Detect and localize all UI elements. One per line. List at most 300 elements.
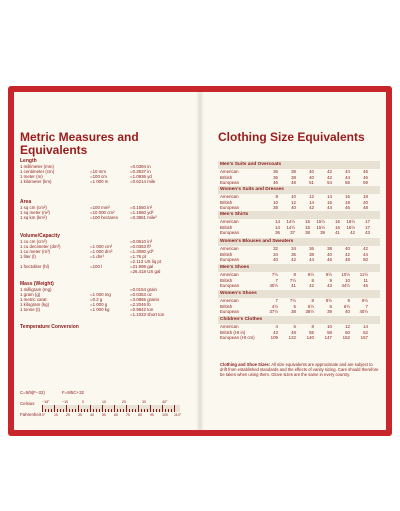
metric-cell: =0.9842 ton <box>130 307 154 312</box>
size-row <box>218 246 380 251</box>
metric-cell: =1.3080 yd³ <box>130 249 154 254</box>
clothing-title: Clothing Size Equivalents <box>218 130 365 144</box>
size-value: 48 <box>345 257 350 262</box>
size-value: 152 <box>342 335 350 340</box>
size-value: 38 <box>327 246 332 251</box>
metric-cell: =2.113 US liq pt <box>130 259 162 264</box>
size-value: 44 <box>345 174 350 180</box>
size-value: 40 <box>291 205 296 210</box>
size-value: 43 <box>327 283 332 288</box>
ruler-tick <box>144 409 145 412</box>
size-value: 140 <box>306 335 314 340</box>
size-row <box>218 278 380 283</box>
metric-cell: =1.76 pt <box>130 254 146 259</box>
metric-cell: =0.0610 in³ <box>130 239 153 244</box>
size-row <box>218 304 380 309</box>
metric-title-line2: Equivalents <box>20 143 88 157</box>
sizes-note-heading: Clothing and Shoe Sizes: <box>220 362 271 367</box>
size-row-label: British (Ht in) <box>220 329 246 335</box>
size-value: 42 <box>363 246 368 251</box>
metric-cell: =3.0865 grains <box>130 297 160 302</box>
ruler-tick <box>174 405 175 412</box>
size-value: 147 <box>324 335 332 340</box>
size-row-label: British <box>220 251 233 257</box>
size-row-label: British <box>220 303 233 309</box>
size-value: 7 <box>275 298 278 303</box>
size-value: 40 <box>309 169 314 174</box>
size-value: 40 <box>327 251 332 257</box>
ruler-tick <box>84 409 85 412</box>
size-row <box>218 180 380 185</box>
size-value: 39 <box>320 230 325 235</box>
size-value: 8 <box>311 298 314 303</box>
size-value: 18 <box>363 194 368 199</box>
ruler-tick <box>129 409 130 412</box>
metric-cell: 1 hectoliter (hl) <box>20 264 50 269</box>
ruler-tick <box>57 409 58 412</box>
size-value: 38 <box>305 230 310 235</box>
size-row-label: American <box>220 246 239 251</box>
size-value: 12 <box>291 199 296 205</box>
size-value: 5½ <box>307 303 314 309</box>
celsius-tick-label: −18° <box>42 400 50 404</box>
metric-cell: =1 000 cm³ <box>90 244 113 249</box>
size-value: 14 <box>327 194 332 199</box>
size-value: 43 <box>273 329 278 335</box>
size-value: 36 <box>275 230 280 235</box>
size-value: 60 <box>345 329 350 335</box>
size-value: 40½ <box>269 283 278 288</box>
ruler-tick <box>72 409 73 412</box>
size-value: 11½ <box>359 272 368 277</box>
size-row <box>218 230 380 235</box>
size-row <box>218 309 380 314</box>
size-value: 8 <box>275 194 278 199</box>
size-row <box>218 175 380 180</box>
metric-cell: 1 cu meter (m³) <box>20 249 51 254</box>
size-value: 14 <box>309 199 314 205</box>
size-value: 38½ <box>305 309 314 314</box>
ruler-tick <box>141 409 142 412</box>
metric-section-heading: Mass (Weight) <box>20 281 54 287</box>
ruler-tick <box>99 409 100 412</box>
size-value: 109 <box>270 335 278 340</box>
size-value: 36 <box>291 251 296 257</box>
size-row-label: European <box>220 257 240 262</box>
size-value: 4 <box>275 324 278 329</box>
metric-cell: 1 gram (g) <box>20 292 41 297</box>
size-value: 40 <box>345 309 350 314</box>
size-value: 42 <box>327 169 332 174</box>
metric-cell: 1 sq meter (m²) <box>20 210 51 215</box>
size-value: 14 <box>275 224 280 230</box>
size-row <box>218 205 380 210</box>
size-value: 12 <box>345 324 350 329</box>
size-value: 38 <box>291 174 296 180</box>
ruler-tick <box>48 409 49 412</box>
size-value: 7 <box>275 277 278 283</box>
size-value: 10 <box>345 277 350 283</box>
size-value: 36 <box>273 169 278 174</box>
ruler-tick <box>105 409 106 412</box>
size-value: 14½ <box>286 224 295 230</box>
size-value: 38 <box>309 251 314 257</box>
metric-cell: 1 kilometer (km) <box>20 179 52 184</box>
size-value: 44 <box>345 169 350 174</box>
size-value: 46 <box>363 174 368 180</box>
size-value: 7½ <box>289 277 296 283</box>
size-value: 58 <box>327 329 332 335</box>
ruler-tick <box>81 409 82 412</box>
size-value: 46 <box>327 257 332 262</box>
size-value: 37 <box>290 230 295 235</box>
size-value: 15 <box>305 224 310 230</box>
ruler-tick <box>93 409 94 412</box>
size-group-heading: Men's Shoes <box>220 265 250 270</box>
size-row-label: American <box>220 298 239 303</box>
metric-cell: =1 000 m <box>90 179 109 184</box>
metric-cell: 1 sq km (km²) <box>20 215 47 220</box>
ruler-tick <box>153 409 154 412</box>
size-value: 43 <box>365 230 370 235</box>
size-row <box>218 298 380 303</box>
fahrenheit-tick-label: 100 <box>162 413 168 417</box>
ruler-tick <box>69 409 70 412</box>
size-row-label: European (Ht cm) <box>220 335 255 340</box>
celsius-tick-label: 30 <box>142 400 146 404</box>
metric-cell: =10 mm <box>90 169 106 174</box>
size-row <box>218 200 380 205</box>
size-row <box>218 272 380 277</box>
size-value: 10 <box>327 324 332 329</box>
ruler-tick <box>96 409 97 412</box>
fahrenheit-tick-label: 20 <box>66 413 70 417</box>
size-value: 16 <box>335 224 340 230</box>
size-value: 14 <box>275 219 280 224</box>
metric-cell: =10 000 cm² <box>90 210 115 215</box>
fahrenheit-tick-label: 40 <box>90 413 94 417</box>
size-value: 46 <box>273 180 278 185</box>
fahrenheit-tick-label: 60 <box>114 413 118 417</box>
size-value: 62 <box>363 329 368 335</box>
size-value: 46 <box>345 205 350 210</box>
metric-cell: 1 tonne (t) <box>20 307 41 312</box>
size-value: 8 <box>311 324 314 329</box>
metric-cell: 1 milligram (mg) <box>20 287 52 292</box>
metric-section-heading: Volume/Capacity <box>20 233 60 239</box>
size-value: 44 <box>363 251 368 257</box>
metric-cell: =0.2 g <box>90 297 103 302</box>
metric-cell: =1.1023 short ton <box>130 312 165 317</box>
metric-section-heading: Length <box>20 158 37 164</box>
size-value: 41 <box>335 230 340 235</box>
size-row <box>218 169 380 174</box>
size-row-label: European <box>220 230 240 235</box>
ruler-tick <box>78 405 79 412</box>
size-value: 11 <box>363 277 368 283</box>
fahrenheit-tick-label: 90 <box>150 413 154 417</box>
ruler-tick <box>126 405 127 412</box>
size-value: 16½ <box>346 224 355 230</box>
fahrenheit-tick-label: 70 <box>126 413 130 417</box>
size-value: 8 <box>293 272 296 277</box>
celsius-tick-label: 10 <box>102 400 106 404</box>
size-value: 44 <box>327 205 332 210</box>
sizes-note <box>220 362 380 377</box>
size-row <box>218 335 380 340</box>
size-value: 40 <box>309 174 314 180</box>
metric-cell: =100 hectares <box>90 215 118 220</box>
metric-cell: =21.998 gal <box>130 264 154 269</box>
ruler-tick <box>150 405 151 412</box>
metric-cell: =0.1550 in² <box>130 205 153 210</box>
size-value: 39 <box>327 309 332 314</box>
size-value: 42 <box>327 174 332 180</box>
sizes-note-text: All size equivalents are approximate and are subject to drift from established standards and the effects of vanity sizing. Care should therefore be taken when using them. Glove sizes are the same in every country. <box>220 362 379 377</box>
size-value: 15½ <box>316 224 325 230</box>
celsius-formula: C=5/9(F−32) <box>20 390 45 395</box>
metric-cell: =0.3861 mile² <box>130 215 157 220</box>
celsius-tick-label: 40° <box>162 400 168 404</box>
size-value: 5 <box>293 303 296 309</box>
fahrenheit-tick-label: 110° <box>174 413 182 417</box>
size-value: 16 <box>345 194 350 199</box>
size-value: 10½ <box>341 272 350 277</box>
ruler-tick <box>66 405 67 412</box>
ruler-tick <box>111 409 112 412</box>
ruler-tick <box>123 409 124 412</box>
metric-cell: 1 millimeter (mm) <box>20 164 54 169</box>
ruler-tick <box>117 409 118 412</box>
size-value: 7 <box>365 303 368 309</box>
metric-cell: =0.0353 ft³ <box>130 244 152 249</box>
ruler-tick <box>90 405 91 412</box>
size-value: 8 <box>311 277 314 283</box>
size-row-label: American <box>220 194 239 199</box>
size-group-heading: Women's Blouses and Sweaters <box>220 239 294 244</box>
ruler-tick <box>102 405 103 412</box>
size-row-label: British <box>220 199 233 205</box>
ruler-tick <box>54 405 55 412</box>
size-value: 10 <box>291 194 296 199</box>
ruler-tick <box>159 409 160 412</box>
metric-cell: =100 l <box>90 264 103 269</box>
metric-cell: =0.0154 grain <box>130 287 157 292</box>
size-row-label: European <box>220 283 240 288</box>
fahrenheit-tick-label: 0° <box>42 413 46 417</box>
size-value: 157 <box>360 335 368 340</box>
ruler-tick <box>87 409 88 412</box>
metric-cell: =2.2046 lb <box>130 302 151 307</box>
metric-cell: =1.1960 yd² <box>130 210 154 215</box>
metric-cell: =0.6214 mile <box>130 179 156 184</box>
metric-title-line1: Metric Measures and <box>20 130 139 144</box>
ruler-tick <box>138 405 139 412</box>
size-row <box>218 283 380 288</box>
size-value: 34 <box>291 246 296 251</box>
celsius-label: Celsius <box>20 401 35 406</box>
ruler-tick <box>171 409 172 412</box>
size-value: 42 <box>309 205 314 210</box>
ruler-tick <box>156 409 157 412</box>
size-value: 6½ <box>343 303 350 309</box>
metric-cell: =100 mm² <box>90 205 110 210</box>
ruler-tick <box>168 409 169 412</box>
size-value: 38 <box>291 309 296 314</box>
ruler-tick <box>135 409 136 412</box>
metric-cell: 1 metric carat <box>20 297 47 302</box>
size-group-heading: Men's Shirts <box>220 212 249 217</box>
size-value: 40 <box>345 246 350 251</box>
size-value: 46 <box>363 169 368 174</box>
size-group-heading: Children's Clothes <box>220 317 263 322</box>
metric-cell: =0.3937 in <box>130 169 151 174</box>
size-value: 4½ <box>271 303 278 309</box>
metric-section-heading: Area <box>20 199 32 205</box>
size-value: 42 <box>309 283 314 288</box>
size-value: 18 <box>345 199 350 205</box>
size-value: 9½ <box>325 272 332 277</box>
size-value: 9½ <box>361 298 368 303</box>
size-row-label: European <box>220 180 240 185</box>
metric-cell: 1 kilogram (kg) <box>20 302 50 307</box>
size-value: 44½ <box>341 283 350 288</box>
metric-cell: =1 000 kg <box>90 307 110 312</box>
ruler-tick <box>60 409 61 412</box>
size-row-label: British <box>220 224 233 230</box>
fahrenheit-tick-label: 30 <box>78 413 82 417</box>
metric-cell: =0.0353 oz <box>130 292 152 297</box>
metric-cell: 1 cu cm (cm³) <box>20 239 47 244</box>
size-value: 20 <box>363 199 368 205</box>
size-row <box>218 252 380 257</box>
size-value: 54 <box>327 180 332 185</box>
size-value: 7½ <box>289 298 296 303</box>
metric-cell: =1.0936 yd <box>130 174 152 179</box>
size-row-label: European <box>220 205 240 210</box>
metric-cell: 1 cu decimeter (dm³) <box>20 244 61 249</box>
size-value: 48 <box>291 180 296 185</box>
ruler-tick <box>108 409 109 412</box>
ruler-tick <box>45 409 46 412</box>
metric-cell: =1 000 g <box>90 302 108 307</box>
size-value: 9 <box>329 277 332 283</box>
size-row <box>218 194 380 199</box>
metric-cell: 1 centimeter (cm) <box>20 169 55 174</box>
size-value: 16 <box>327 199 332 205</box>
size-group-heading: Men's Suits and Overcoats <box>220 162 282 167</box>
size-value: 38 <box>291 169 296 174</box>
celsius-tick-label: 20 <box>122 400 126 404</box>
size-row <box>218 257 380 262</box>
size-value: 42 <box>350 230 355 235</box>
size-row <box>218 225 380 230</box>
size-row <box>218 219 380 224</box>
size-value: 15 <box>305 219 310 224</box>
size-value: 40½ <box>359 309 368 314</box>
size-row-label: British <box>220 277 233 283</box>
size-value: 9 <box>347 298 350 303</box>
size-value: 36 <box>309 246 314 251</box>
ruler-tick <box>132 409 133 412</box>
size-row-label: British <box>220 174 233 180</box>
metric-cell: =1 dm³ <box>90 254 104 259</box>
ruler-tick <box>114 405 115 412</box>
size-value: 44 <box>309 257 314 262</box>
size-value: 38 <box>273 205 278 210</box>
size-value: 55 <box>309 329 314 335</box>
ruler-tick <box>162 405 163 412</box>
size-value: 42 <box>291 257 296 262</box>
size-row <box>218 324 380 329</box>
celsius-tick-label: −10 <box>62 400 69 404</box>
size-value: 36 <box>273 174 278 180</box>
metric-cell: =1 000 mg <box>90 292 111 297</box>
size-row-label: European <box>220 309 240 314</box>
size-row-label: American <box>220 324 239 329</box>
page-gutter <box>196 92 204 430</box>
size-value: 48 <box>291 329 296 335</box>
size-value: 50 <box>363 257 368 262</box>
ruler-tick <box>75 409 76 412</box>
metric-cell: 1 sq cm (cm²) <box>20 205 47 210</box>
size-value: 6 <box>293 324 296 329</box>
size-row-label: American <box>220 169 239 174</box>
fahrenheit-tick-label: 80 <box>138 413 142 417</box>
ruler-tick <box>63 409 64 412</box>
metric-section-heading: Temperature Conversion <box>20 324 79 330</box>
size-value: 48 <box>363 205 368 210</box>
size-value: 40 <box>273 257 278 262</box>
size-value: 46 <box>363 283 368 288</box>
size-value: 14 <box>363 324 368 329</box>
temperature-ruler <box>42 405 180 412</box>
ruler-tick <box>165 409 166 412</box>
fahrenheit-tick-label: 10 <box>54 413 58 417</box>
size-value: 12 <box>309 194 314 199</box>
size-value: 14½ <box>286 219 295 224</box>
size-value: 59 <box>363 180 368 185</box>
size-group-heading: Women's Suits and Dresses <box>220 187 284 192</box>
size-value: 56 <box>345 180 350 185</box>
ruler-tick <box>42 405 43 412</box>
metric-cell: 1 meter (m) <box>20 174 43 179</box>
size-row-label: American <box>220 272 239 277</box>
ruler-tick <box>120 409 121 412</box>
size-value: 16 <box>335 219 340 224</box>
size-value: 10 <box>273 199 278 205</box>
ruler-tick <box>51 409 52 412</box>
size-value: 6 <box>329 303 332 309</box>
fahrenheit-formula: F=9/5C+32 <box>62 390 84 395</box>
fahrenheit-label: Fahrenheit <box>20 412 41 417</box>
size-value: 42 <box>345 251 350 257</box>
size-value: 34 <box>273 251 278 257</box>
size-value: 122 <box>288 335 296 340</box>
size-value: 37½ <box>269 309 278 314</box>
size-value: 15½ <box>316 219 325 224</box>
celsius-tick-label: 0 <box>82 400 84 404</box>
size-value: 17 <box>365 219 370 224</box>
size-value: 17 <box>365 224 370 230</box>
size-value: 16½ <box>346 219 355 224</box>
size-row <box>218 330 380 335</box>
size-group-heading: Women's Shoes <box>220 291 257 296</box>
ruler-tick <box>147 409 148 412</box>
metric-cell: =100 cm <box>90 174 107 179</box>
metric-cell: =26.418 US gal <box>130 269 161 274</box>
size-value: 8½ <box>307 272 314 277</box>
